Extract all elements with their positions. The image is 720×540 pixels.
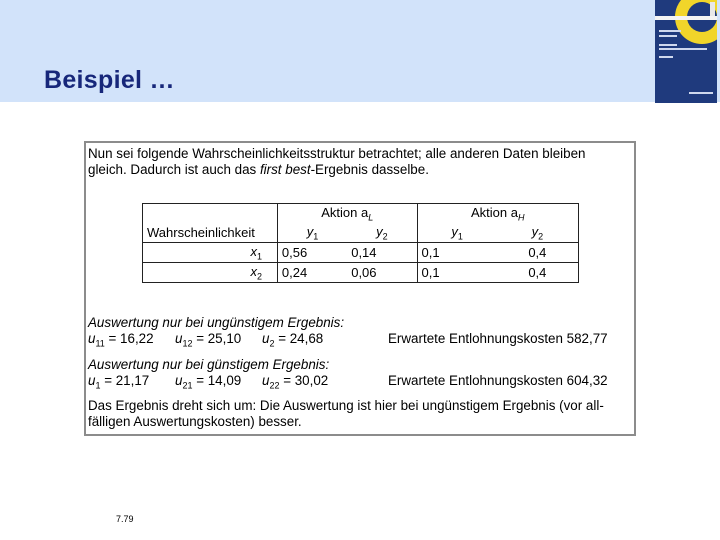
col-y1-low: $y_1$ [277,223,347,243]
conclusion-line-1: Das Ergebnis dreht sich um: Die Auswertung ist hier bei ungünstigem Ergebnis (vor all- [88,398,604,413]
col-y1-high: $y_1$ [417,223,497,243]
unfavorable-u2: $u_2 = 24,68$ [262,331,324,349]
intro-line-1: Nun sei folgende Wahrscheinlichkeitsstruktur betrachtet; alle anderen Daten bleiben [88,146,586,161]
table-cell: 0,14 [347,243,417,263]
table-corner [143,204,278,224]
row-label-x2: $x_2$ [143,263,278,283]
header-action-low: Aktion $a_L$ [277,204,417,224]
intro-line-2a: gleich. Dadurch ist auch das [88,162,260,177]
probability-table [142,203,579,283]
favorable-u1: $u_1 = 21,17$ [88,373,150,391]
book-cover-thumbnail [655,0,717,103]
table-cell: 0,4 [497,243,579,263]
table-cell: 0,06 [347,263,417,283]
content-box [84,141,636,436]
table-row [143,243,579,263]
table-cell: 0,56 [277,243,347,263]
table-cell: 0,24 [277,263,347,283]
row-header-probability: Wahrscheinlichkeit [143,223,278,243]
favorable-u21: $u_{21} = 14,09$ [175,373,242,391]
unfavorable-u11: $u_{11} = 16,22$ [88,331,154,349]
col-y2-high: $y_2$ [497,223,579,243]
table-row [143,263,579,283]
intro-emphasis: first best [259,162,311,177]
slide-number: 7.79 [116,514,134,524]
unfavorable-heading: Auswertung nur bei ungünstigem Ergebnis: [88,315,345,330]
unfavorable-u12: $u_{12} = 25,10$ [175,331,242,349]
table-cell: 0,1 [417,243,497,263]
intro-line-2b: -Ergebnis dasselbe. [310,162,429,177]
unfavorable-cost: Erwartete Entlohnungskosten 582,77 [388,331,608,346]
favorable-u22: $u_{22} = 30,02$ [262,373,329,391]
row-label-x1: $x_1$ [143,243,278,263]
intro-text [88,146,633,178]
col-y2-low: $y_2$ [347,223,417,243]
table-cell: 0,1 [417,263,497,283]
table-cell: 0,4 [497,263,579,283]
favorable-heading: Auswertung nur bei günstigem Ergebnis: [88,357,330,372]
header-action-high: Aktion $a_H$ [417,204,578,224]
slide-title: Beispiel … [44,66,175,94]
conclusion-line-2: fälligen Auswertungskosten) besser. [88,414,302,429]
favorable-cost: Erwartete Entlohnungskosten 604,32 [388,373,608,388]
